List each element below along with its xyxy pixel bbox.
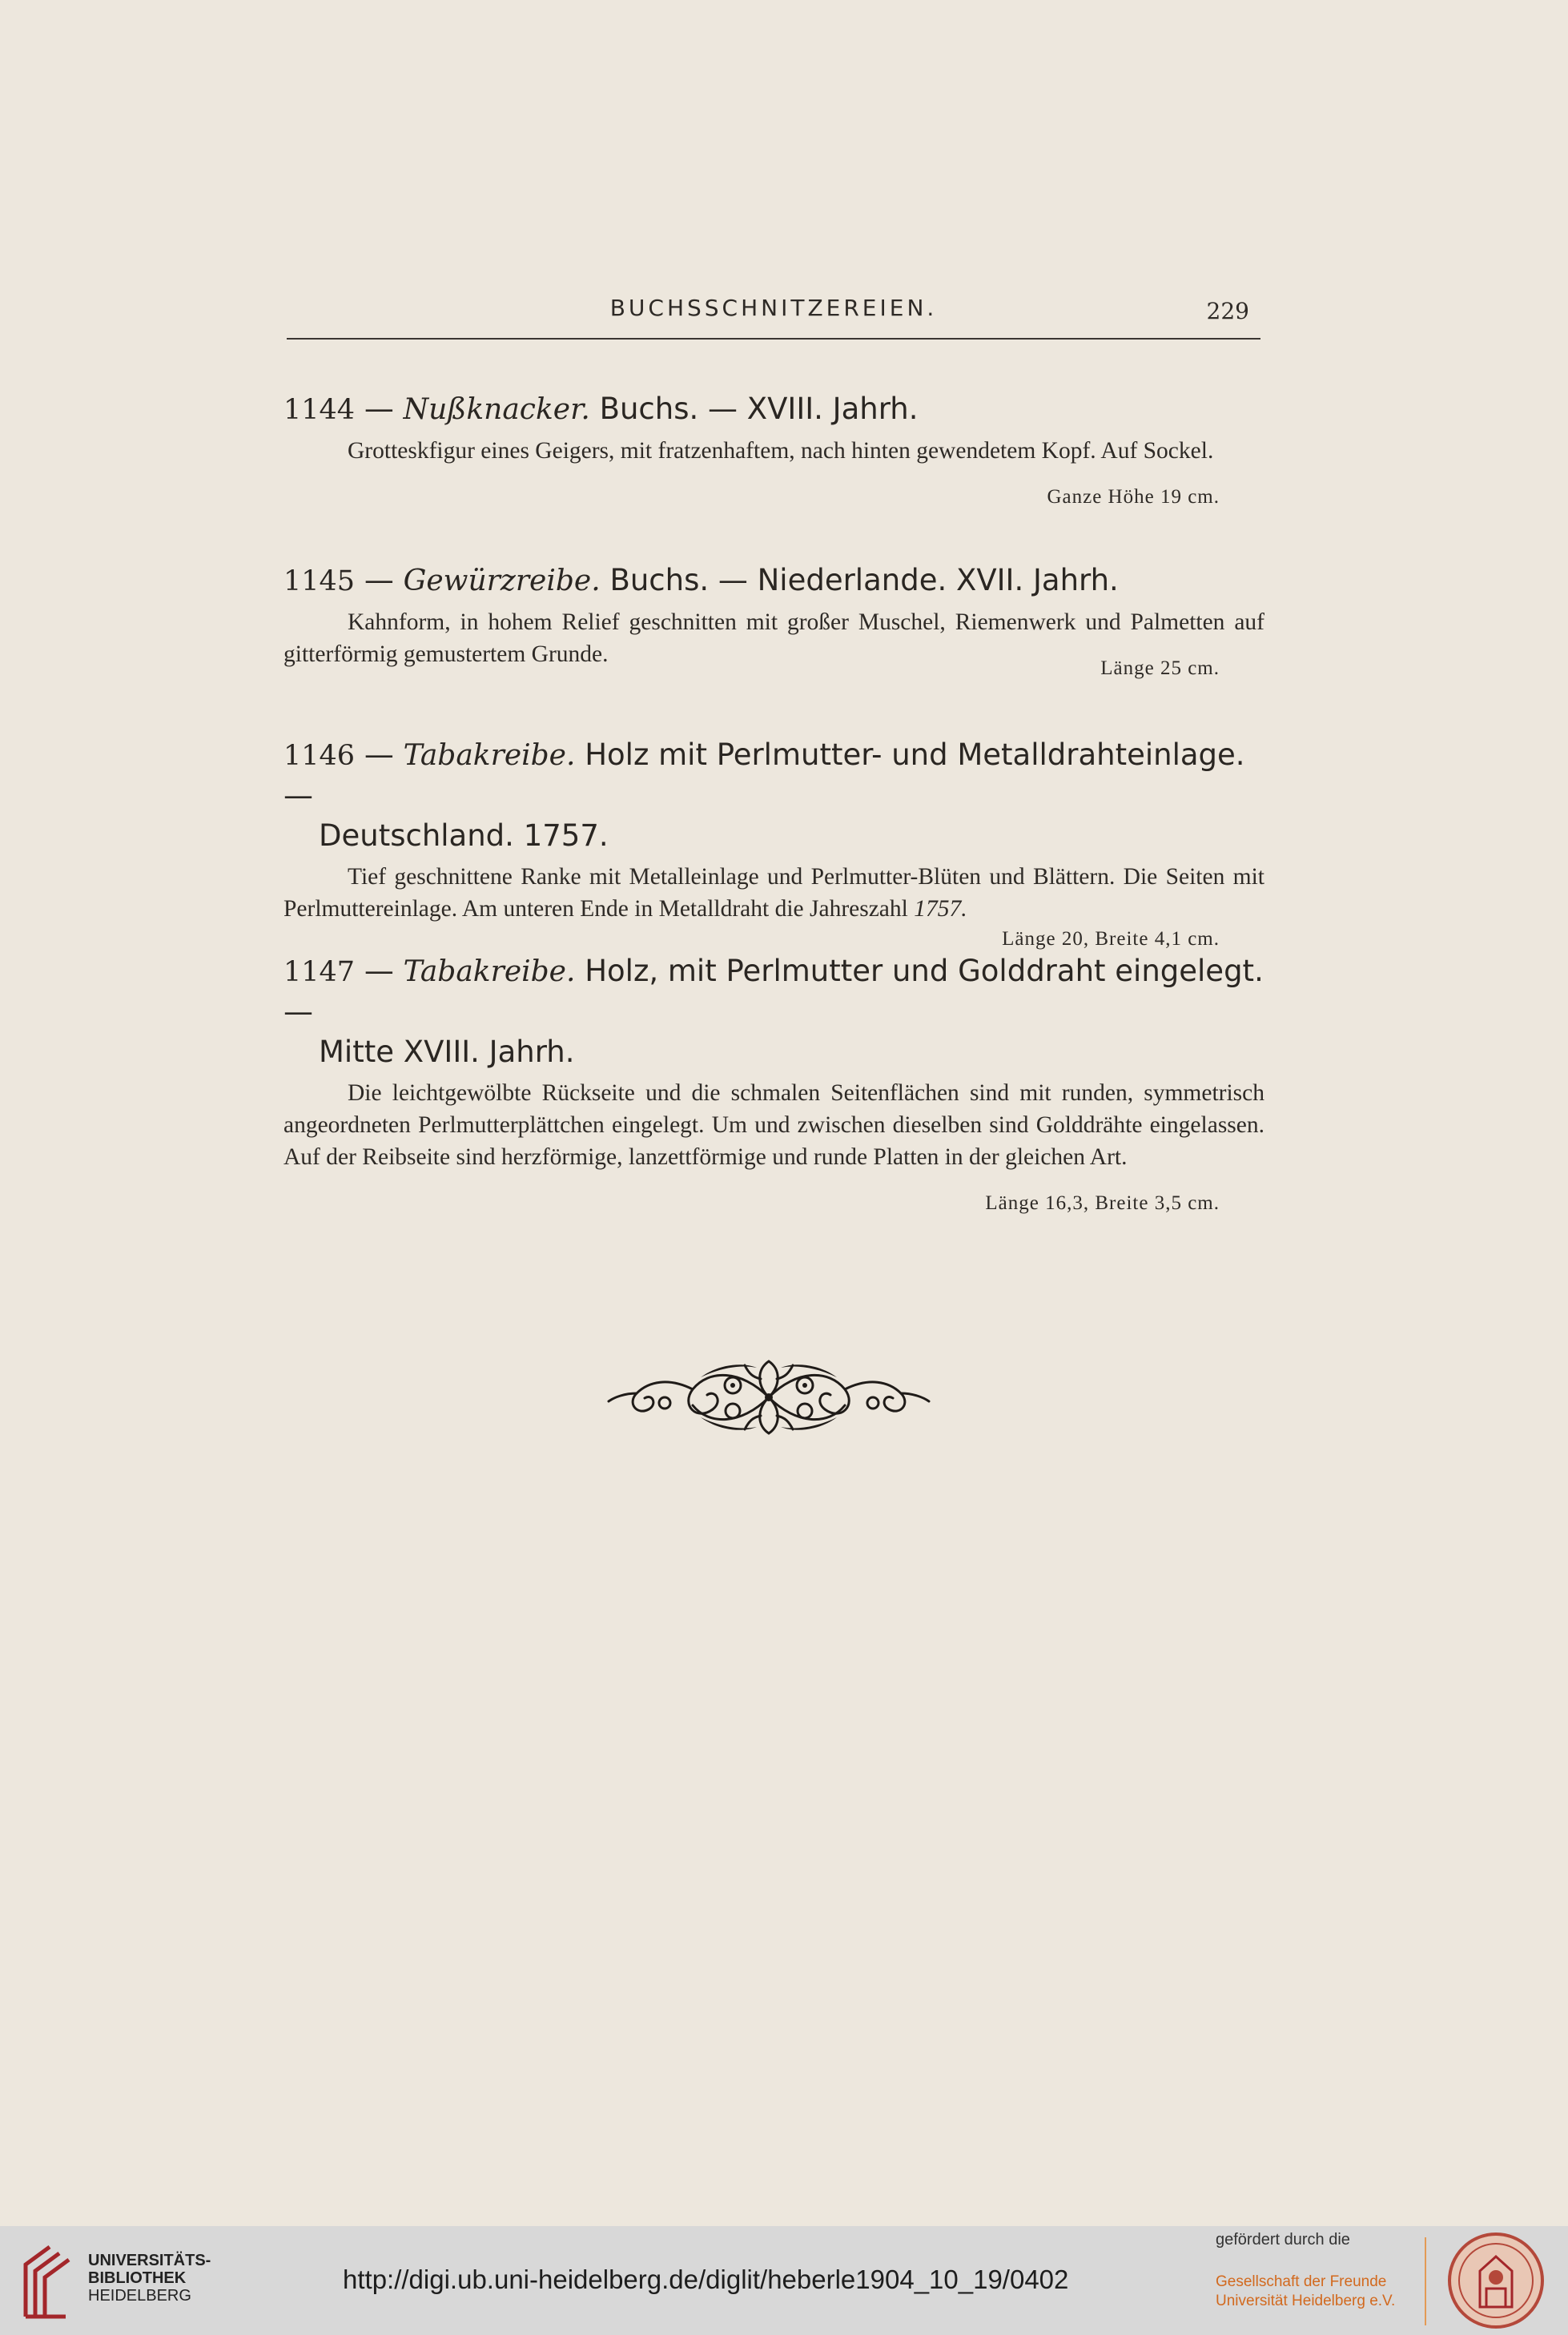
entry-description xyxy=(283,1077,1264,1214)
library-name-line1: UNIVERSITÄTS- xyxy=(88,2252,211,2269)
catalog-entry-1145 xyxy=(283,561,1264,685)
permalink-url[interactable]: http://digi.ub.uni-heidelberg.de/diglit/heberle1904_10_19/0402 xyxy=(343,2265,1069,2294)
entry-heading-rest: Holz, mit Perlmutter und Golddraht eingelegt. — xyxy=(283,954,1264,1029)
ornament-vignette xyxy=(605,1353,933,1441)
catalog-entry-1146 xyxy=(283,735,1264,950)
entry-description-text: Tief geschnittene Ranke mit Metalleinlage und Perlmutter-Blüten und Blättern. Die Seiten mit Perlmuttereinlage. Am unteren Ende in Metalldraht die Jahreszahl xyxy=(283,864,1264,922)
entry-description-year: 1757. xyxy=(914,896,967,922)
entry-number: 1144 xyxy=(283,394,356,426)
entry-title: Tabakreibe. xyxy=(403,955,576,988)
catalog-entry-1147 xyxy=(283,951,1264,1220)
running-title: BUCHSSCHNITZEREIEN. xyxy=(609,295,938,321)
entry-dimensions: Ganze Höhe 19 cm. xyxy=(1047,486,1220,508)
entry-heading-continuation: Mitte XVIII. Jahrh. xyxy=(319,1035,575,1069)
entry-description-text: Die leichtgewölbte Rückseite und die schmalen Seitenflächen sind mit runden, symmetrisch angeordneten Perlmutterplättchen eingelegt. Um und zwischen dieselben sind Golddrähte eingelassen. Auf der Reibseite sind herzförmige, lanzettförmige und runde Platten in der gleichen Art. xyxy=(283,1080,1264,1170)
entry-number: 1147 xyxy=(283,956,356,988)
catalog-entry-1144 xyxy=(283,389,1264,513)
sponsor-divider xyxy=(1425,2237,1426,2325)
university-seal-icon xyxy=(1446,2231,1546,2330)
entry-dash: — xyxy=(364,392,394,426)
entry-description-text: Kahnform, in hohem Relief geschnitten mit großer Muschel, Riemenwerk und Palmetten auf gitterförmig gemustertem Grunde. xyxy=(283,609,1264,667)
entry-heading-rest: Holz mit Perlmutter- und Metalldrahteinlage. — xyxy=(283,737,1245,813)
entry-heading-rest: Buchs. — XVIII. Jahrh. xyxy=(599,392,919,426)
entry-title: Gewürzreibe. xyxy=(403,565,601,597)
entry-heading-rest: Buchs. — Niederlande. XVII. Jahrh. xyxy=(609,563,1119,597)
sponsor-name-line2: Universität Heidelberg e.V. xyxy=(1216,2293,1396,2309)
entry-dimensions: Länge 16,3, Breite 3,5 cm. xyxy=(985,1192,1220,1214)
library-name-line2: BIBLIOTHEK xyxy=(88,2269,187,2287)
entry-title: Tabakreibe. xyxy=(403,739,576,772)
running-head xyxy=(287,295,1260,335)
entry-dash: — xyxy=(364,737,394,772)
entry-description xyxy=(283,606,1264,679)
entry-dash: — xyxy=(364,563,394,597)
entry-heading xyxy=(283,735,1264,856)
entry-number: 1145 xyxy=(283,565,356,597)
entry-heading-continuation: Deutschland. 1757. xyxy=(319,818,609,853)
entry-heading xyxy=(283,389,1264,430)
entry-title: Nußknacker. xyxy=(403,393,590,426)
header-rule xyxy=(287,338,1260,340)
entry-heading xyxy=(283,561,1264,601)
entry-description-text: Grotteskfigur eines Geigers, mit fratzenhaftem, nach hinten gewendetem Kopf. Auf Sockel. xyxy=(348,438,1214,464)
page-number: 229 xyxy=(1206,298,1249,324)
sponsor-label: gefördert durch die xyxy=(1216,2231,1350,2249)
entry-dash: — xyxy=(364,954,394,988)
library-name-line3: HEIDELBERG xyxy=(88,2287,191,2305)
sponsor-name xyxy=(1216,2273,1395,2311)
entry-dimensions: Länge 25 cm. xyxy=(1100,657,1220,679)
digitization-footer xyxy=(0,2226,1568,2335)
entry-description xyxy=(283,861,1264,925)
entry-description xyxy=(283,435,1264,508)
entry-heading xyxy=(283,951,1264,1072)
entry-number: 1146 xyxy=(283,740,356,772)
library-logo-icon xyxy=(18,2241,82,2321)
library-name xyxy=(88,2252,211,2305)
sponsor-name-line1: Gesellschaft der Freunde xyxy=(1216,2273,1387,2290)
entry-dimensions: Länge 20, Breite 4,1 cm. xyxy=(1002,928,1220,950)
